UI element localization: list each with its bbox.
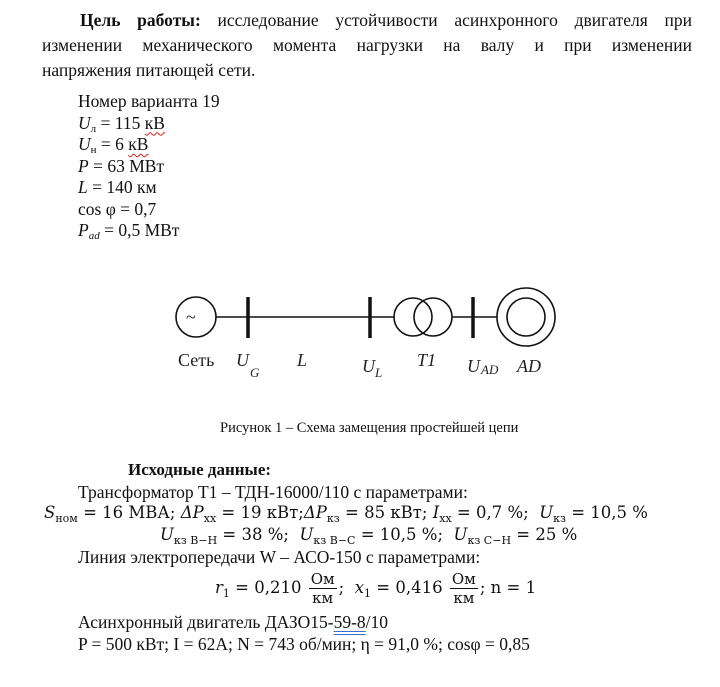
motor-inner-circle [507, 298, 545, 336]
transformer-winding-2 [414, 298, 452, 336]
label-motor: AD [517, 356, 541, 376]
line-description: Линия электропередачи W – АСО-150 с параметрами: [78, 547, 481, 567]
line-params: $r_1 = 0,210$ $\frac{Ом}{км}$ ; $x_1 = 0,416$ $\frac{Ом}{км}$ ; n = 1 [215, 570, 537, 607]
source-circle [176, 297, 216, 337]
param-l: L = 140 км [78, 177, 157, 197]
transformer-params-row-2: $U_{кз В-Н} = 38$ %; $U_{кз В-С} = 10,5$ %; $U_{кз С-Н} = 25$ % [160, 525, 578, 547]
label-source: Сеть [178, 350, 215, 370]
param-un: $U_н = 6$ кВ [78, 134, 149, 156]
variant-title: Номер варианта 19 [78, 91, 220, 111]
unit-fraction-r1: $\frac{Ом}{км}$ [310, 570, 335, 607]
param-ul: $U_л = 115$ кВ [78, 112, 165, 135]
transformer-line: Трансформатор Т1 – ТДН-16000/110 с параметрами: [78, 482, 468, 502]
motor-line: Асинхронный двигатель ДАЗО15-59-8/10 [78, 612, 389, 632]
source-tilde-icon: ~ [186, 307, 196, 327]
unit-fraction-x1: $\frac{Ом}{км}$ [451, 570, 476, 607]
label-uad: U [467, 356, 480, 376]
motor-params: P = 500 кВт; I = 62A; N = 743 об/мин; η = 91,0 %; cosφ = 0,85 [78, 634, 530, 654]
label-ul-sub: L [375, 365, 383, 380]
param-cos: cos φ = 0,7 [78, 198, 157, 219]
initial-data-heading: Исходные данные: [128, 460, 272, 479]
label-ug-sub: G [250, 365, 260, 380]
transformer-params-row-1: $S_{ном} = 16$ МВА; $\Delta P_{хх} = 19$ $кВт;\Delta P_{кз} = 85$ кВт; $I_{хх} = 0,7$ %; $U_{кз} = 10,5$ % [44, 503, 648, 525]
label-ug: U [236, 350, 249, 370]
goal-text-1: исследование устойчивости асинхронного двигателя при [217, 10, 693, 30]
goal-label: Цель работы: [80, 10, 201, 30]
param-p: P = 63 МВт [78, 155, 165, 176]
label-line: L [297, 350, 308, 370]
transformer-winding-1 [394, 298, 432, 336]
goal-line-2: изменении механического момента нагрузки на валу и при изменении [42, 35, 692, 55]
goal-line-3: напряжения питающей сети. [42, 60, 256, 80]
motor-outer-circle [497, 288, 555, 346]
param-pad: $P_{ad} = 0,5$ МВт [78, 220, 180, 242]
figure-caption: Рисунок 1 – Схема замещения простейшей цепи [220, 420, 519, 436]
label-uad-sub: AD [481, 362, 499, 377]
label-ul: U [362, 356, 375, 376]
label-transformer: T1 [417, 350, 437, 370]
